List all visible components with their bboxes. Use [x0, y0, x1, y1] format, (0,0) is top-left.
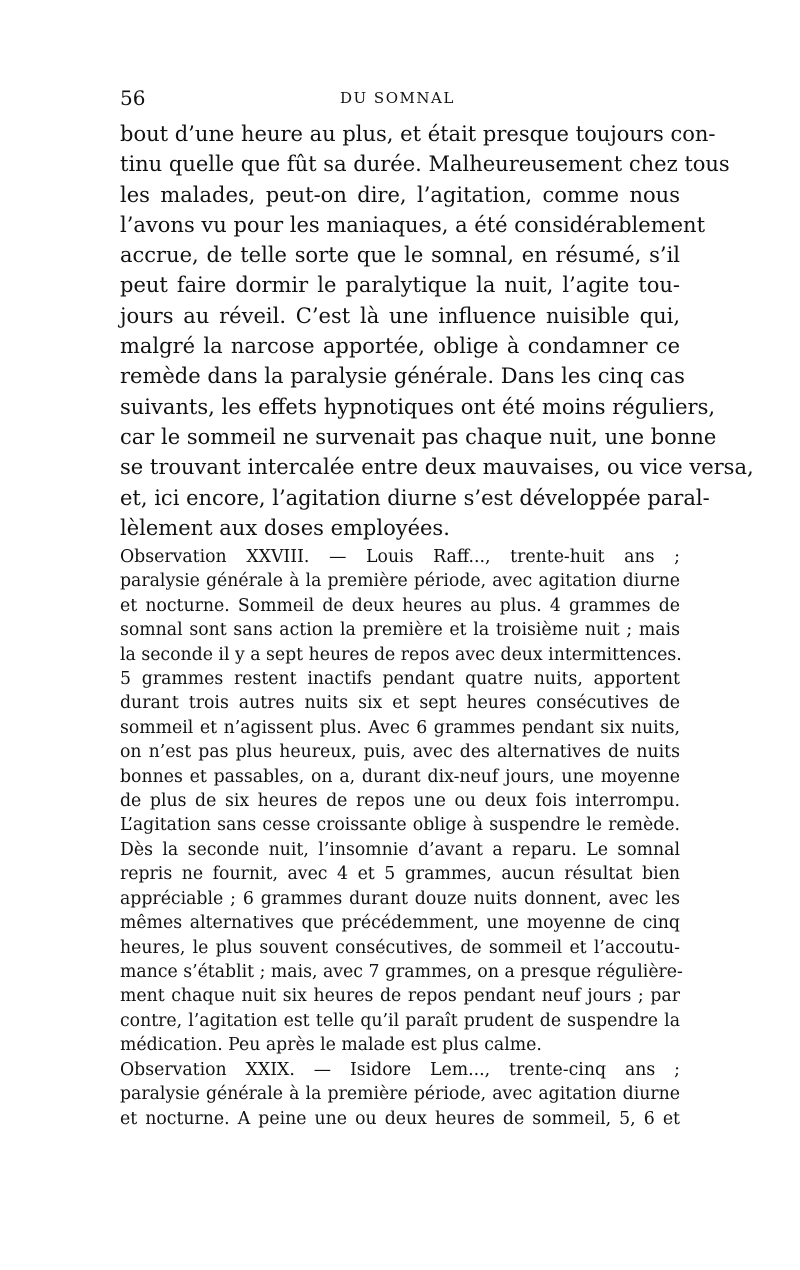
text-line: lèlement aux doses employées. [120, 515, 450, 540]
text-line: l’avons vu pour les maniaques, a été considérablement [120, 212, 706, 237]
text-line: somnal sont sans action la première et la troisième nuit ; mais [120, 620, 680, 641]
text-line: Observation XXVIII. — Louis Raff..., trente-huit ans ; [120, 547, 680, 567]
text-line: se trouvant intercalée entre deux mauvaises, ou vice versa, [120, 455, 754, 480]
text-line: malgré la narcose apportée, oblige à condamner ce [120, 334, 680, 359]
text-line: tinu quelle que fût sa durée. Malheureusement chez tous [120, 152, 730, 177]
text-line: Observation XXIX. — Isidore Lem..., trente-cinq ans ; [120, 1060, 680, 1080]
text-line: sommeil et n’agissent plus. Avec 6 grammes pendant six nuits, [120, 717, 680, 738]
page-number: 56 [120, 86, 146, 110]
text-line: Dès la seconde nuit, l’insomnie d’avant a reparu. Le somnal [120, 839, 680, 860]
text-line: ment chaque nuit six heures de repos pendant neuf jours ; par [120, 986, 680, 1007]
text-line: et, ici encore, l’agitation diurne s’est développée paral- [120, 485, 710, 510]
text-line: paralysie générale à la première période, avec agitation diurne [120, 571, 680, 592]
text-line: jours au réveil. C’est là une influence nuisible qui, [120, 303, 680, 328]
text-line: on n’est pas plus heureux, puis, avec des alternatives de nuits [120, 742, 680, 763]
text-line: mêmes alternatives que précédemment, une moyenne de cinq [120, 913, 680, 934]
text-line: L’agitation sans cesse croissante oblige à suspendre le remède. [120, 815, 680, 836]
text-line: la seconde il y a sept heures de repos avec deux intermittences. [120, 644, 682, 665]
page-header [120, 86, 680, 116]
observation-xxviii [120, 545, 683, 1058]
text-line: durant trois autres nuits six et sept heures consécutives de [120, 693, 680, 714]
text-line: heures, le plus souvent consécutives, de sommeil et l’accoutu- [120, 937, 680, 958]
text-line: appréciable ; 6 grammes durant douze nuits donnent, avec les [120, 888, 680, 909]
text-line: repris ne fournit, avec 4 et 5 grammes, aucun résultat bien [120, 864, 680, 885]
running-head: DU SOMNAL [340, 89, 455, 107]
text-line: car le sommeil ne survenait pas chaque nuit, une bonne [120, 424, 717, 449]
body-paragraph [120, 119, 754, 543]
text-line: 5 grammes restent inactifs pendant quatre nuits, apportent [120, 669, 680, 690]
text-line: bonnes et passables, on a, durant dix-neuf jours, une moyenne [120, 766, 680, 787]
text-line: médication. Peu après le malade est plus calme. [120, 1035, 542, 1056]
text-line: les malades, peut-on dire, l’agitation, comme nous [120, 182, 680, 207]
text-line: remède dans la paralysie générale. Dans les cinq cas [120, 364, 685, 389]
text-line: de plus de six heures de repos une ou deux fois interrompu. [120, 791, 680, 812]
text-line: peut faire dormir le paralytique la nuit, l’agite tou- [120, 273, 680, 298]
text-line: et nocturne. A peine une ou deux heures de sommeil, 5, 6 et [120, 1108, 680, 1129]
observation-xxix [120, 1058, 680, 1131]
text-line: paralysie générale à la première période, avec agitation diurne [120, 1084, 680, 1105]
text-line: et nocturne. Sommeil de deux heures au plus. 4 grammes de [120, 595, 680, 616]
text-line: suivants, les effets hypnotiques ont été moins réguliers, [120, 394, 716, 419]
text-line: contre, l’agitation est telle qu’il paraît prudent de suspendre la [120, 1010, 680, 1031]
text-line: mance s’établit ; mais, avec 7 grammes, on a presque régulière- [120, 961, 683, 982]
text-line: accrue, de telle sorte que le somnal, en résumé, s’il [120, 243, 680, 268]
text-line: bout d’une heure au plus, et était presque toujours con- [120, 122, 716, 146]
